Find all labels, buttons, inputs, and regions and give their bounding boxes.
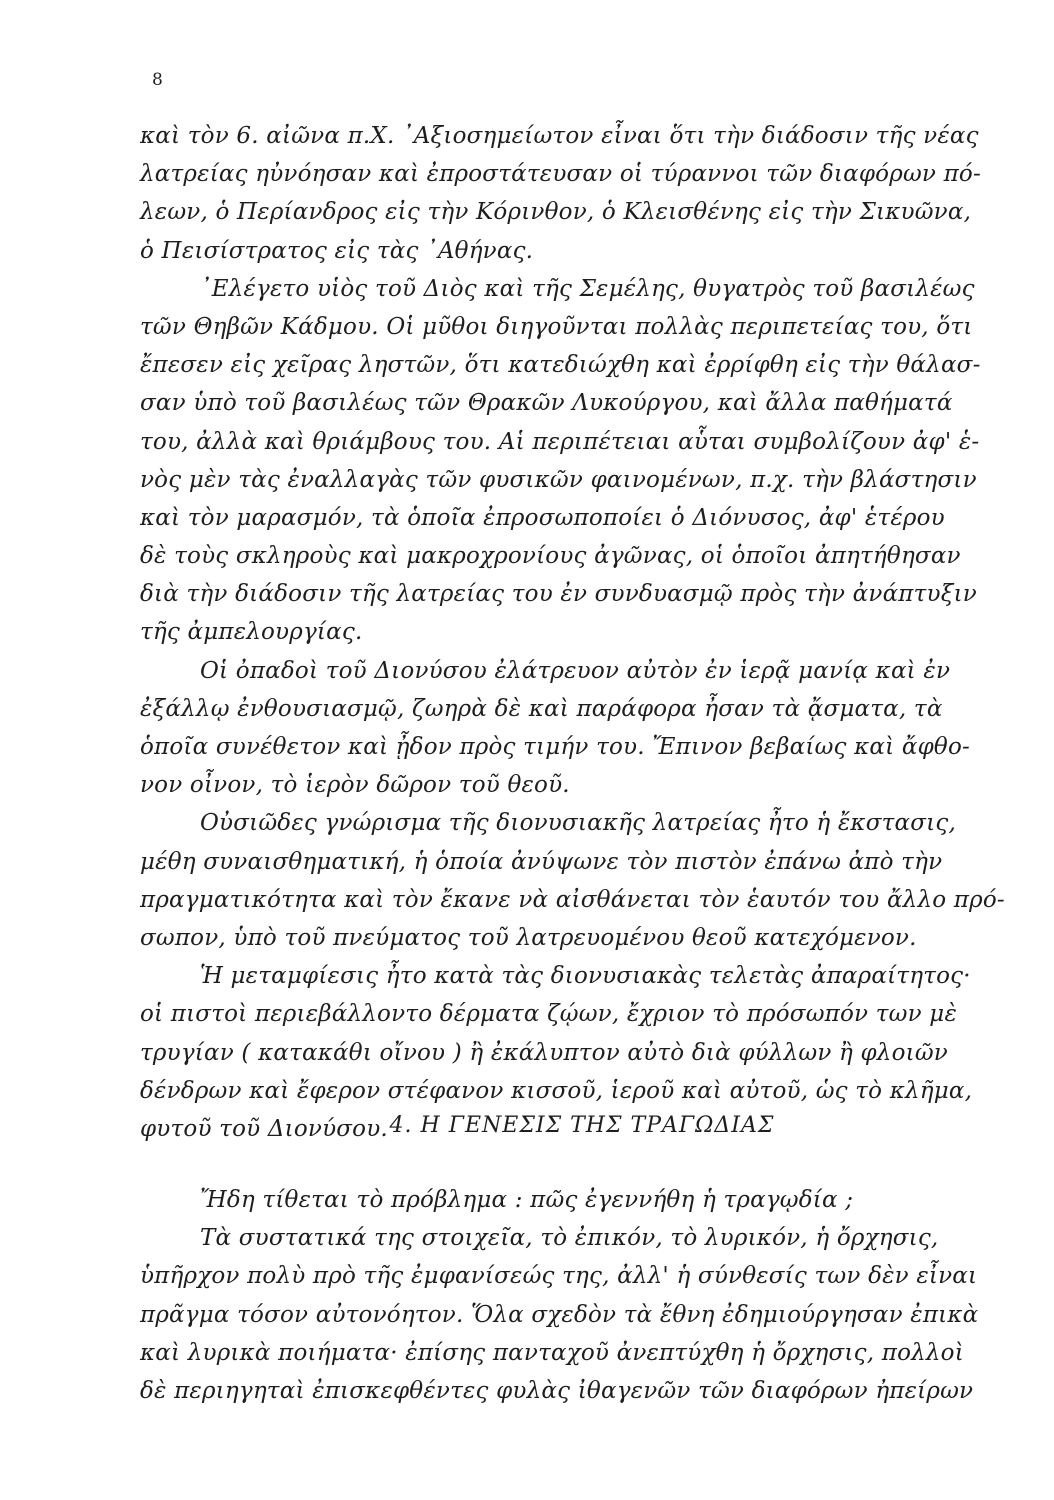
text-line: τῆς ἀμπελουργίας. [140,619,363,646]
text-line: λατρείας ηὐνόησαν καὶ ἐπροστάτευσαν οἱ τύραννοι τῶν διαφόρων πό- [140,161,981,188]
text-line: ἔπεσεν εἰς χεῖρας ληστῶν, ὅτι κατεδιώχθη καὶ ἐρρίφθη εἰς τὴν θάλασ- [140,352,981,379]
text-line: Οὐσιῶδες γνώρισμα τῆς διονυσιακῆς λατρείας ἦτο ἡ ἔκστασις, [200,810,956,837]
text-line: Οἱ ὀπαδοὶ τοῦ Διονύσου ἐλάτρευον αὐτὸν ἐν ἱερᾷ μανίᾳ καὶ ἐν [200,657,951,684]
text-line: νον οἶνον, τὸ ἱερὸν δῶρον τοῦ θεοῦ. [140,772,570,799]
text-line: ὁ Πεισίστρατος εἰς τὰς ᾿Αθήνας. [140,237,534,264]
text-line: ὁποῖα συνέθετον καὶ ᾖδον πρὸς τιμήν του. Ἔπινον βεβαίως καὶ ἄφθο- [140,734,970,760]
text-line: πραγματικότητα καὶ τὸν ἔκανε νὰ αἰσθάνεται τὸν ἑαυτόν του ἄλλο πρό- [140,886,1005,913]
text-line: Ἡ μεταμφίεσις ἦτο κατὰ τὰς διονυσιακὰς τελετὰς ἀπαραίτητος· [200,963,971,990]
text-line: Ἤδη τίθεται τὸ πρόβλημα : πῶς ἐγεννήθη ἡ τραγῳδία ; [200,1187,854,1213]
text-line: δένδρων καὶ ἔφερον στέφανον κισσοῦ, ἱεροῦ καὶ αὐτοῦ, ὡς τὸ κλῆμα, [140,1077,973,1104]
text-line: δὲ τοὺς σκληροὺς καὶ μακροχρονίους ἀγῶνας, οἱ ὁποῖοι ἀπητήθησαν [140,543,961,570]
text-line: διὰ τὴν διάδοσιν τῆς λατρείας του ἐν συνδυασμῷ πρὸς τὴν ἀνάπτυξιν [140,581,977,608]
text-line: πρᾶγμα τόσον αὐτονόητον. Ὅλα σχεδὸν τὰ ἔθνη ἐδημιούργησαν ἐπικὰ [140,1301,979,1328]
text-line: του, ἀλλὰ καὶ θριάμβους του. Αἱ περιπέτειαι αὗται συμβολίζουν ἀφ' ἑ- [140,428,980,455]
text-line: ἐξάλλῳ ἐνθουσιασμῷ, ζωηρὰ δὲ καὶ παράφορα ἦσαν τὰ ᾄσματα, τὰ [140,695,943,722]
text-line: σαν ὑπὸ τοῦ βασιλέως τῶν Θρακῶν Λυκούργου, καὶ ἄλλα παθήματά [140,390,953,417]
text-line: τῶν Θηβῶν Κάδμου. Οἱ μῦθοι διηγοῦνται πολλὰς περιπετείας του, ὅτι [140,313,973,340]
page-number: 8 [152,70,163,90]
text-line: καὶ τὸν 6. αἰῶνα π.Χ. ᾿Αξιοσημείωτον εἶναι ὅτι τὴν διάδοσιν τῆς νέας [140,123,979,149]
text-line: Τὰ συστατικά της στοιχεῖα, τὸ ἐπικόν, τὸ λυρικόν, ἡ ὄρχησις, [200,1225,939,1252]
text-line: ὑπῆρχον πολὺ πρὸ τῆς ἐμφανίσεώς της, ἀλλ' ἡ σύνθεσίς των δὲν εἶναι [140,1263,978,1290]
body-text [140,117,1010,1148]
section-text [140,1181,1010,1410]
text-line: δὲ περιηγηταὶ ἐπισκεφθέντες φυλὰς ἰθαγενῶν τῶν διαφόρων ἠπείρων [140,1377,974,1404]
text-line: οἱ πιστοὶ περιεβάλλοντο δέρματα ζῴων, ἔχριον τὸ πρόσωπόν των μὲ [140,1001,957,1028]
text-line: καὶ τὸν μαρασμόν, τὰ ὁποῖα ἐπροσωποποίει ὁ Διόνυσος, ἀφ' ἑτέρου [140,504,945,531]
text-line: ᾿Ελέγετο υἱὸς τοῦ Διὸς καὶ τῆς Σεμέλης, θυγατρὸς τοῦ βασιλέως [200,275,975,302]
text-line: σωπον, ὑπὸ τοῦ πνεύματος τοῦ λατρευομένου θεοῦ κατεχόμενον. [140,924,917,951]
text-line: νὸς μὲν τὰς ἐναλλαγὰς τῶν φυσικῶν φαινομένων, π.χ. τὴν βλάστησιν [140,466,977,493]
section-heading: 4. Η ΓΕΝΕΣΙΣ ΤΗΣ ΤΡΑΓΩΔΙΑΣ [389,1113,775,1138]
text-line: καὶ λυρικὰ ποιήματα· ἐπίσης πανταχοῦ ἀνεπτύχθη ἡ ὄρχησις, πολλοὶ [140,1339,964,1366]
text-line: φυτοῦ τοῦ Διονύσου. [140,1115,388,1142]
text-line: λεων, ὁ Περίανδρος εἰς τὴν Κόρινθον, ὁ Κλεισθένης εἰς τὴν Σικυῶνα, [140,199,972,226]
text-line: μέθη συναισθηματική, ἡ ὁποία ἀνύψωνε τὸν πιστὸν ἐπάνω ἀπὸ τὴν [140,848,943,875]
text-line: τρυγίαν ( κατακάθι οἴνου ) ἢ ἐκάλυπτον αὐτὸ διὰ φύλλων ἢ φλοιῶν [140,1039,948,1066]
